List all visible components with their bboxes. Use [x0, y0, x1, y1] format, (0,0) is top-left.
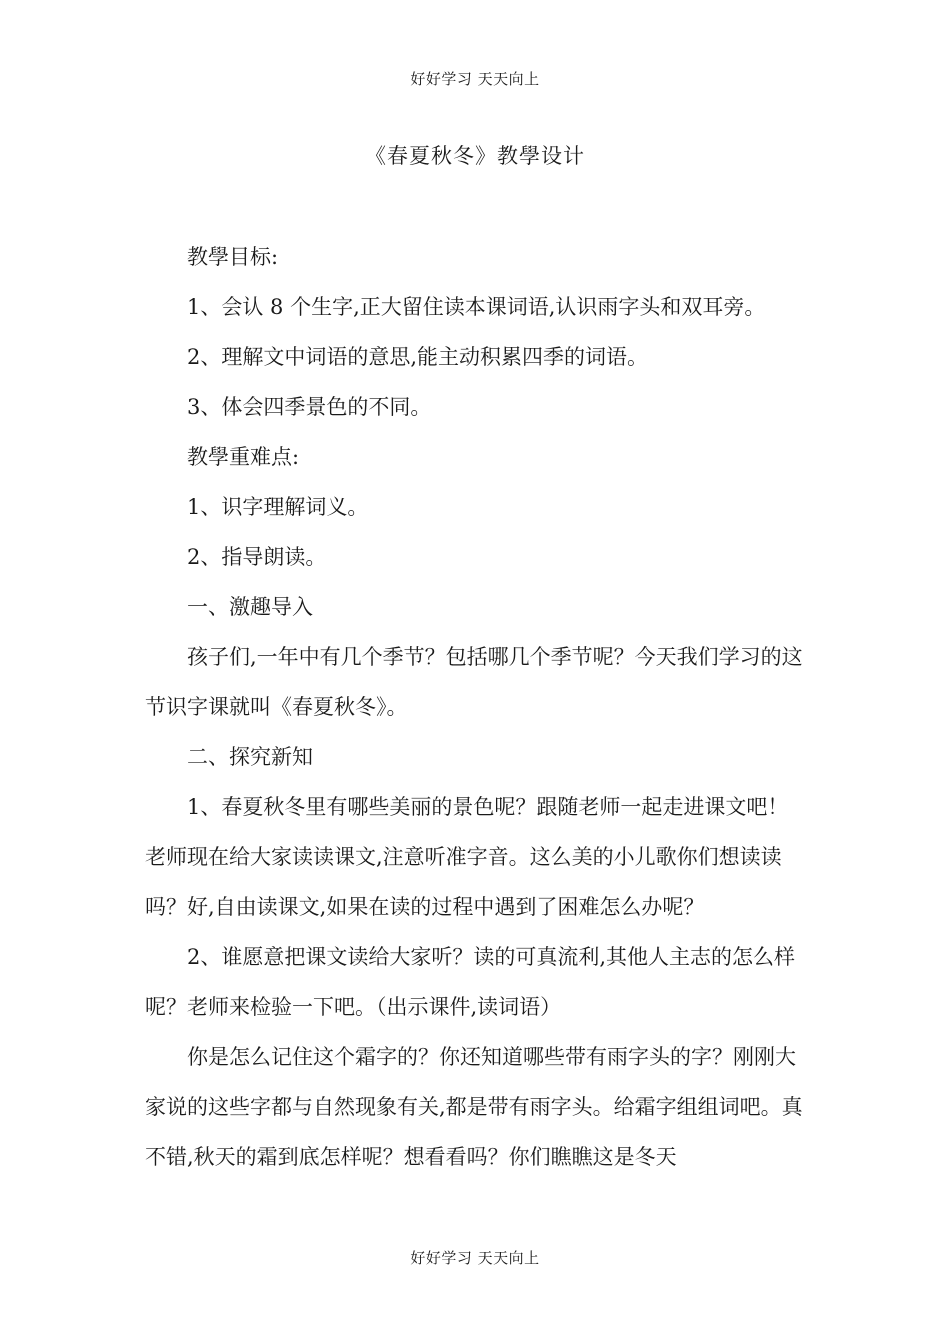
section-heading-explore: 二、探究新知 [187, 745, 313, 769]
body-paragraph: 2、谁愿意把课文读给大家听？读的可真流利,其他人主志的怎么样呢？老师来检验一下吧。（出示课件,读词语） [145, 945, 796, 1019]
body-paragraph: 1、春夏秋冬里有哪些美丽的景色呢？跟随老师一起走进课文吧！ [187, 795, 789, 819]
body-paragraph: 孩子们,一年中有几个季节？包括哪几个季节呢？今天我们学习的这节识字课就叫《春夏秋冬》。 [145, 645, 803, 719]
section-heading-objectives: 教學目标: [187, 245, 279, 269]
page-footer: 好好学习 天天向上 [410, 1249, 540, 1267]
document-body [145, 232, 807, 1182]
section-heading-intro: 一、激趣导入 [187, 595, 313, 619]
objective-item: 1、会认 8 个生字,正大留住读本课词语,认识雨字头和双耳旁。 [187, 295, 766, 319]
document-title: 《春夏秋冬》教學设计 [365, 144, 585, 168]
key-point-item: 2、指导朗读。 [187, 545, 327, 569]
objective-item: 2、理解文中词语的意思,能主动积累四季的词语。 [187, 345, 649, 369]
key-point-item: 1、识字理解词义。 [187, 495, 369, 519]
body-paragraph: 老师现在给大家读读课文,注意听准字音。这么美的小儿歌你们想读读吗？好,自由读课文,如果在读的过程中遇到了困难怎么办呢？ [145, 845, 782, 919]
body-paragraph: 你是怎么记住这个霜字的？你还知道哪些带有雨字头的字？刚刚大家说的这些字都与自然现象有关,都是带有雨字头。给霜字组组词吧。真不错,秋天的霜到底怎样呢？想看看吗？你们瞧瞧这是冬天 [145, 1045, 803, 1169]
section-heading-key-points: 教學重难点: [187, 445, 300, 469]
objective-item: 3、体会四季景色的不同。 [187, 395, 432, 419]
page-header: 好好学习 天天向上 [410, 70, 540, 88]
